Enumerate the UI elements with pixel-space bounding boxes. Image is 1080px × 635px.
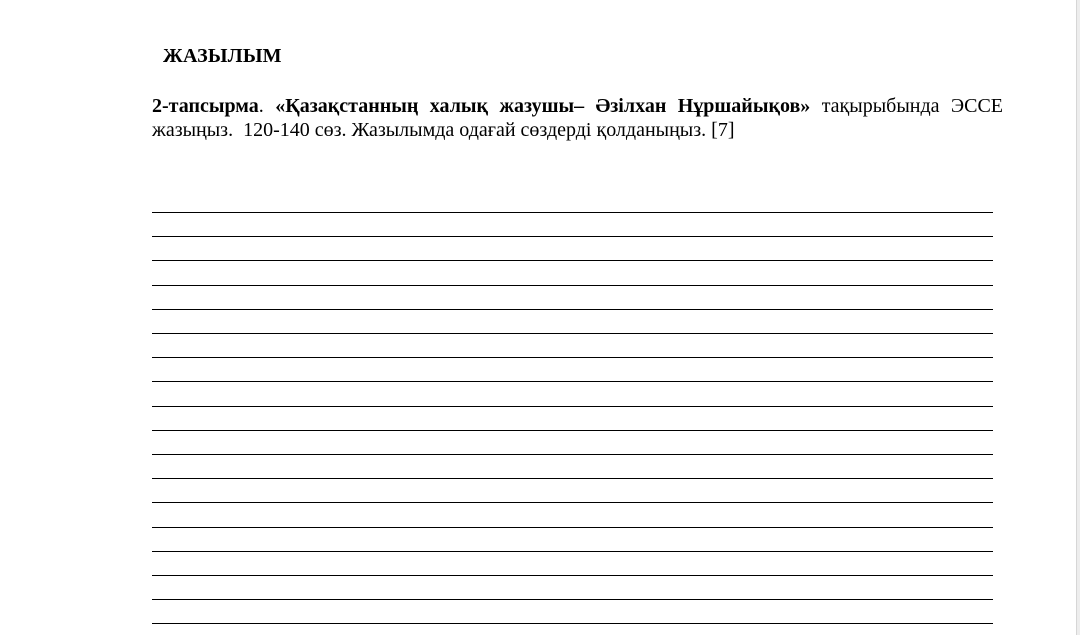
answer-line xyxy=(152,285,993,286)
essay-topic: «Қазақстанның халық жазушы– Әзілхан Нұршайықов» xyxy=(275,95,811,117)
answer-line xyxy=(152,575,993,576)
answer-line xyxy=(152,333,993,334)
task-requirement: Жазылымда одағай сөздерді қолданыңыз. xyxy=(351,119,707,141)
answer-line xyxy=(152,599,993,600)
answer-line xyxy=(152,551,993,552)
task-separator: . xyxy=(258,95,264,117)
task-prompt xyxy=(152,94,1003,142)
task-instruction: тақырыбында ЭССЕ жазыңыз. xyxy=(152,95,1004,141)
answer-line xyxy=(152,309,993,310)
answer-line xyxy=(152,406,993,407)
answer-line xyxy=(152,430,993,431)
answer-line xyxy=(152,260,993,261)
answer-line xyxy=(152,527,993,528)
answer-line xyxy=(152,454,993,455)
answer-line xyxy=(152,502,993,503)
answer-line xyxy=(152,478,993,479)
answer-line xyxy=(152,623,993,624)
answer-line xyxy=(152,381,993,382)
answer-lines xyxy=(152,188,993,635)
answer-line xyxy=(152,236,993,237)
answer-line xyxy=(152,212,993,213)
answer-line xyxy=(152,357,993,358)
task-number: 2-тапсырма xyxy=(152,95,259,117)
word-count: 120-140 сөз. xyxy=(243,119,347,141)
section-title: ЖАЗЫЛЫМ xyxy=(163,45,282,67)
page-edge xyxy=(1076,0,1080,635)
task-score: [7] xyxy=(711,119,735,141)
